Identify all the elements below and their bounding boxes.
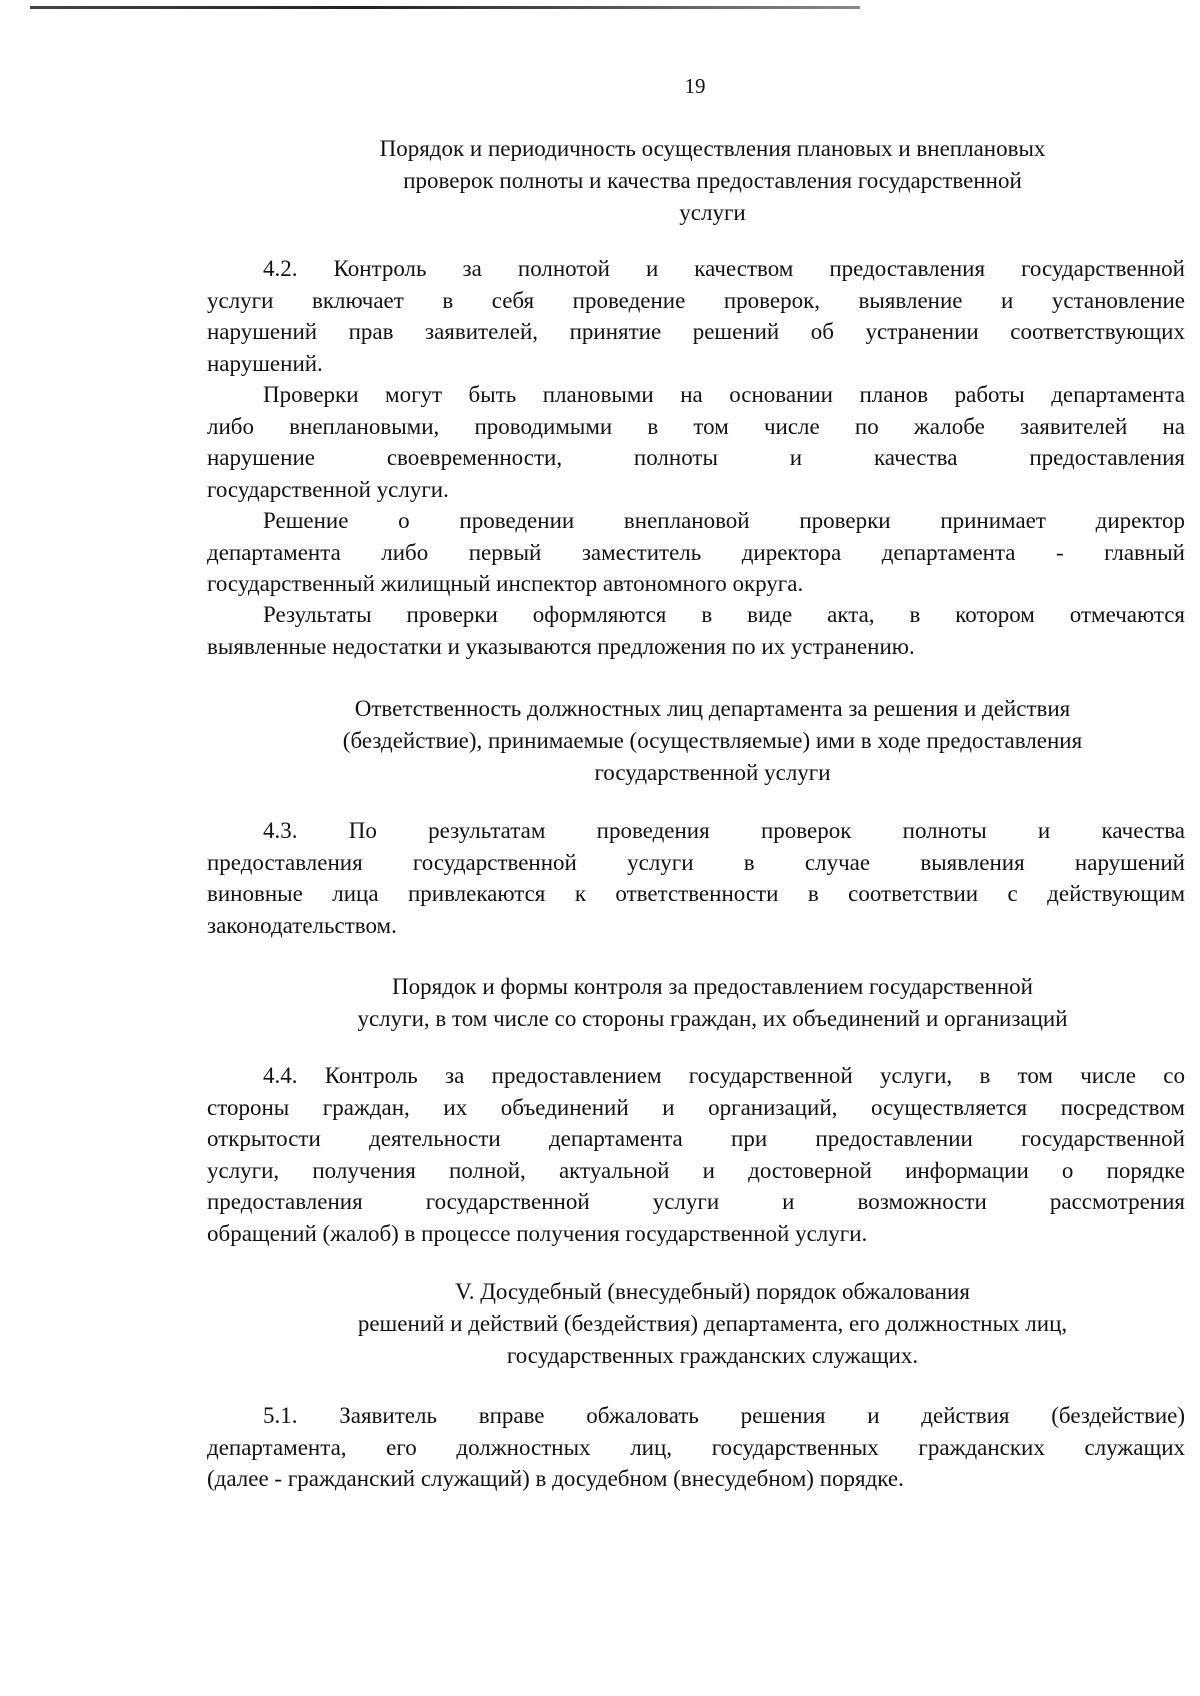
heading-line: V. Досудебный (внесудебный) порядок обжалования — [455, 1279, 970, 1304]
page-number: 19 — [684, 74, 706, 98]
text-line: обращений (жалоб) в процессе получения государственной услуги. — [207, 1220, 868, 1246]
heading-line: Порядок и формы контроля за предоставлением государственной — [392, 974, 1033, 999]
text-line: услуги, получения полной, актуальной и достоверной информации о порядке — [207, 1157, 1185, 1183]
heading-line: проверок полноты и качества предоставления государственной — [403, 168, 1022, 193]
text-line: 4.2. Контроль за полнотой и качеством предоставления государственной — [263, 256, 1185, 281]
text-line: Проверки могут быть плановыми на основании планов работы департамента — [263, 382, 1185, 407]
text-line: либо внеплановыми, проводимыми в том числе по жалобе заявителей на — [207, 413, 1185, 439]
heading-line: государственных гражданских служащих. — [506, 1343, 919, 1368]
heading-line: услуги, в том числе со стороны граждан, их объединений и организаций — [357, 1006, 1068, 1031]
paragraph-4-4 — [207, 1060, 1185, 1249]
text-line: открытости деятельности департамента при предоставлении государственной — [207, 1126, 1185, 1151]
text-line: государственной услуги. — [207, 476, 449, 502]
text-line: нарушений. — [207, 350, 323, 376]
paragraph-inspections-types — [207, 379, 1185, 505]
heading-line: Ответственность должностных лиц департамента за решения и действия — [354, 696, 1071, 721]
text-line: услуги включает в себя проведение проверок, выявление и установление — [207, 287, 1185, 313]
text-line: Результаты проверки оформляются в виде акта, в котором отмечаются — [263, 602, 1185, 627]
text-line: законодательством. — [207, 912, 397, 938]
text-line: стороны граждан, их объединений и организаций, осуществляется посредством — [207, 1094, 1185, 1120]
text-line: выявленные недостатки и указываются предложения по их устранению. — [207, 633, 915, 659]
text-line: нарушение своевременности, полноты и качества предоставления — [207, 445, 1185, 470]
text-line: (далее - гражданский служащий) в досудебном (внесудебном) порядке. — [207, 1466, 904, 1491]
scan-top-rule — [30, 6, 860, 9]
text-line: департамента либо первый заместитель директора департамента - главный — [207, 539, 1185, 565]
text-line: Решение о проведении внеплановой проверки принимает директор — [263, 508, 1185, 533]
heading-line: Порядок и периодичность осуществления плановых и внеплановых — [379, 136, 1046, 161]
text-line: предоставления государственной услуги и возможности рассмотрения — [207, 1189, 1185, 1214]
text-line: государственный жилищный инспектор автономного округа. — [207, 571, 804, 596]
text-line: виновные лица привлекаются к ответственности в соответствии с действующим — [207, 881, 1185, 906]
text-line: предоставления государственной услуги в случае выявления нарушений — [207, 849, 1185, 875]
paragraph-4-3 — [207, 815, 1185, 941]
heading-line: решений и действий (бездействия) департамента, его должностных лиц, — [357, 1311, 1068, 1336]
text-line: 5.1. Заявитель вправе обжаловать решения и действия (бездействие) — [263, 1403, 1185, 1428]
heading-line: услуги — [679, 200, 746, 225]
heading-line: государственной услуги — [594, 760, 831, 785]
text-line: департамента, его должностных лиц, государственных гражданских служащих — [207, 1434, 1185, 1460]
text-line: 4.3. По результатам проведения проверок полноты и качества — [263, 818, 1185, 843]
paragraph-4-2 — [207, 253, 1185, 379]
paragraph-5-1 — [207, 1400, 1185, 1495]
section-heading-appeal — [240, 1276, 1185, 1372]
text-line: 4.4. Контроль за предоставлением государственной услуги, в том числе со — [263, 1063, 1185, 1088]
section-heading-responsibility — [240, 693, 1185, 789]
section-heading-control-forms — [240, 971, 1185, 1035]
heading-line: (бездействие), принимаемые (осуществляемые) ими в ходе предоставления — [342, 728, 1083, 753]
paragraph-unscheduled-decision — [207, 505, 1185, 600]
section-heading-control-procedure — [240, 133, 1185, 229]
paragraph-inspection-results — [207, 599, 1185, 662]
text-line: нарушений прав заявителей, принятие решений об устранении соответствующих — [207, 319, 1185, 344]
